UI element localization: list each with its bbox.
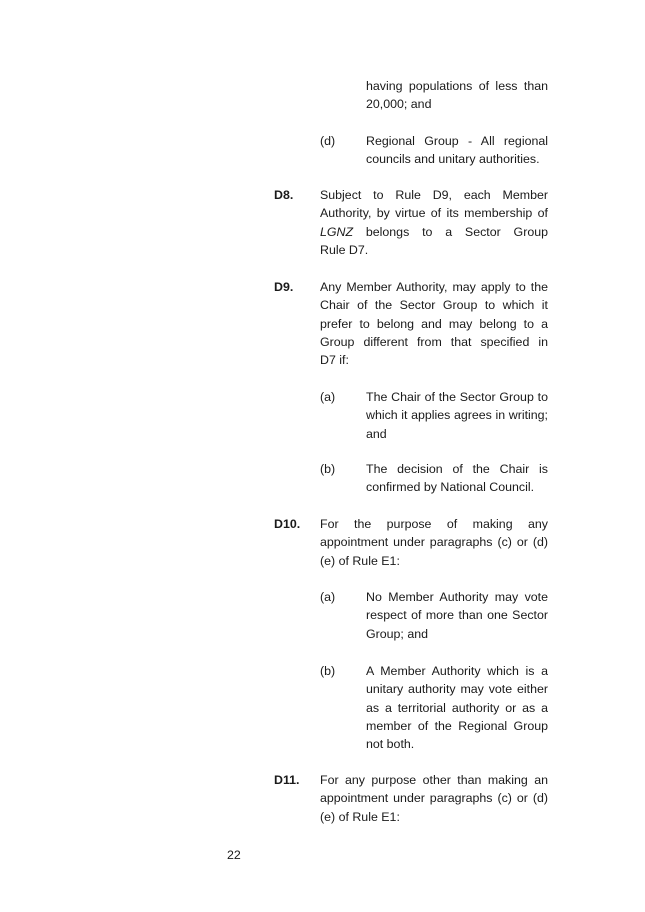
- text-line: No Member Authority may vote: [366, 590, 548, 604]
- text-line: having populations of less than: [366, 79, 548, 93]
- rule-d10a-text: [366, 588, 548, 643]
- text-line: appointment under paragraphs (c) or (d): [320, 535, 548, 550]
- text-line: Group different from that specified in: [320, 334, 548, 349]
- text-line: confirmed by National Council.: [366, 480, 535, 495]
- rule-d9-number: D9.: [274, 280, 294, 294]
- rule-d9-text: [320, 278, 548, 369]
- text-line: appointment under paragraphs (c) or (d): [320, 791, 548, 806]
- text-line: Subject to Rule D9, each Member: [320, 188, 548, 202]
- text-line-with-emphasis: [320, 223, 548, 241]
- rule-d11-number: D11.: [274, 773, 300, 787]
- text-line: prefer to belong and may belong to a: [320, 316, 548, 331]
- text-line-rest: belongs to a Sector Group: [365, 224, 548, 239]
- page-number: 22: [227, 848, 241, 862]
- text-line: Group; and: [366, 626, 428, 641]
- text-line: (e) of Rule E1:: [320, 809, 400, 824]
- rule-d9b-text: [366, 460, 548, 497]
- text-line: councils and unitary authorities.: [366, 152, 540, 167]
- text-line: 20,000; and: [366, 97, 432, 112]
- text-line: member of the Regional Group: [366, 718, 548, 733]
- rule-d8-text: [320, 186, 548, 259]
- text-line: and: [366, 426, 387, 441]
- text-line: not both.: [366, 737, 415, 752]
- rule-d9a-label: (a): [320, 390, 336, 404]
- rule-d10-text: [320, 515, 548, 570]
- rule-d11-text: [320, 771, 548, 826]
- rule-d7c-continuation-text: [366, 77, 548, 114]
- text-line: Regional Group - All regional: [366, 134, 548, 148]
- text-line: Any Member Authority, may apply to the: [320, 280, 548, 294]
- rule-d10b-text: [366, 662, 548, 753]
- rule-d9a-text: [366, 388, 548, 443]
- rule-d10-number: D10.: [274, 517, 301, 531]
- text-line: as a territorial authority or as a: [366, 700, 548, 715]
- text-line: (e) of Rule E1:: [320, 553, 400, 568]
- lgnz-emphasis: LGNZ: [320, 224, 354, 239]
- text-line: unitary authority may vote either: [366, 682, 548, 697]
- text-line: A Member Authority which is a: [366, 664, 548, 678]
- text-line: Authority, by virtue of its membership of: [320, 206, 548, 221]
- text-line: respect of more than one Sector: [366, 608, 548, 623]
- rule-d7d-text: [366, 132, 548, 169]
- text-line: The Chair of the Sector Group to: [366, 390, 548, 404]
- text-line: The decision of the Chair is: [366, 462, 548, 476]
- text-line: Rule D7.: [320, 242, 369, 257]
- rule-d9b-label: (b): [320, 462, 336, 476]
- text-line: For any purpose other than making an: [320, 773, 548, 787]
- text-line: Chair of the Sector Group to which it: [320, 298, 548, 313]
- rule-d10b-label: (b): [320, 664, 336, 678]
- rule-d10a-label: (a): [320, 590, 336, 604]
- rule-d7d-label: (d): [320, 134, 336, 148]
- rule-d8-number: D8.: [274, 188, 294, 202]
- text-line: which it applies agrees in writing;: [366, 408, 548, 423]
- text-line: For the purpose of making any: [320, 517, 548, 531]
- text-line: D7 if:: [320, 353, 349, 368]
